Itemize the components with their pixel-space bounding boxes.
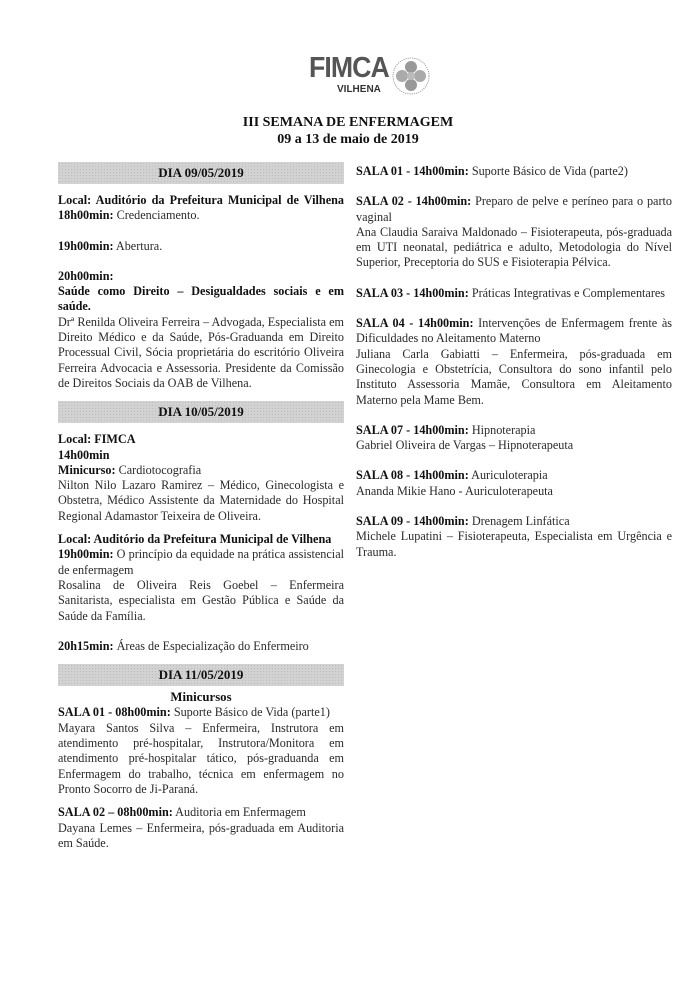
session-label: SALA 01 - 08h00min: <box>58 705 171 720</box>
session-topic: Suporte Básico de Vida (parte2) <box>468 164 628 178</box>
right-column <box>356 164 672 560</box>
talk-title: Saúde como Direito – Desigualdades sociais e em saúde. <box>58 284 344 314</box>
day-heading: DIA 11/05/2019 <box>58 664 344 686</box>
session-title <box>356 316 672 347</box>
day-heading: DIA 10/05/2019 <box>58 401 344 423</box>
logo-city: VILHENA <box>337 84 381 95</box>
document-dates: 09 a 13 de maio de 2019 <box>277 132 419 147</box>
day-heading: DIA 09/05/2019 <box>58 162 344 184</box>
session-label: SALA 07 - 14h00min: <box>356 422 469 437</box>
session-topic: Suporte Básico de Vida (parte1) <box>170 705 330 720</box>
speaker-bio: Juliana Carla Gabiatti – Enfermeira, pós-graduada em Ginecologia e Obstetrícia, Consultora do sono infantil pelo Instituto Assessoria Mamãe, Consultora em Aleitamento Materno pela Mame Bem. <box>356 346 672 407</box>
speaker-bio: Drª Renilda Oliveira Ferreira – Advogada, Especialista em Direito Médico e da Saúde, Pós-Graduanda em Direito Processual Civil, Sócia proprietária do escritório Oliveira Ferreira Advocacia e Assessoria. Presidente da Comissão de Direitos Sociais da OAB de Vilhena. <box>58 314 344 390</box>
location: Local: Auditório da Prefeitura Municipal de Vilhena <box>58 532 332 547</box>
event-text: Áreas de Especialização do Enfermeiro <box>113 638 309 653</box>
session-topic: Hipnoterapia <box>468 422 536 437</box>
speaker-bio: Ananda Mikie Hano - Auriculoterapeuta <box>356 483 553 498</box>
session-label: SALA 04 - 14h00min: <box>356 316 474 331</box>
speaker-bio: Nilton Nilo Lazaro Ramirez – Médico, Ginecologista e Obstetra, Médico Assistente da Maternidade do Hospital Regional Adamastor Teixeira de Oliveira. <box>58 478 344 523</box>
time-label: 14h00min <box>58 447 110 462</box>
speaker-bio: Dayana Lemes – Enfermeira, pós-graduada em Auditoria em Saúde. <box>58 820 344 850</box>
time-label: 20h15min: <box>58 638 114 653</box>
minicurso-text: Cardiotocografia <box>115 462 202 477</box>
session-label: SALA 03 - 14h00min: <box>356 285 469 300</box>
session-topic: Auriculoterapia <box>468 468 548 483</box>
logo-wordmark: FIMCA <box>309 52 389 84</box>
session-title <box>356 514 672 529</box>
speaker-bio: Mayara Santos Silva – Enfermeira, Instrutora em atendimento pré-hospitalar, Instrutora/Monitora em atendimento pré-hospitalar tático, pós-graduanda em Enfermagem do trabalho, técnica em enfermagem no Pronto Socorro de Ji-Paraná. <box>58 720 344 796</box>
fimca-logo <box>309 51 429 103</box>
session-label: SALA 02 – 08h00min: <box>58 805 173 820</box>
time-text: 20h00min: <box>58 268 114 283</box>
speaker-bio: Rosalina de Oliveira Reis Goebel – Enfermeira Sanitarista, especialista em Gestão Pública e Saúde da Saúde da Família. <box>58 577 344 623</box>
section-subheading: Minicursos <box>170 690 232 705</box>
minicurso-label: Minicurso: <box>58 462 116 477</box>
session-label: SALA 08 - 14h00min: <box>356 468 469 483</box>
time-label: 19h00min: <box>58 238 114 253</box>
time-label: 18h00min: <box>58 208 114 223</box>
schedule-item <box>58 208 344 223</box>
session-topic: Auditoria em Enfermagem <box>172 805 306 820</box>
session-title <box>356 164 672 179</box>
session-title <box>58 805 344 820</box>
session-title <box>58 705 344 720</box>
schedule-item <box>58 547 344 578</box>
session-topic: Drenagem Linfática <box>468 514 570 529</box>
session-title <box>356 194 672 225</box>
time-label: 19h00min: <box>58 547 114 562</box>
document-title: III SEMANA DE ENFERMAGEM <box>242 115 454 130</box>
session-label: SALA 09 - 14h00min: <box>356 514 469 529</box>
minicurso <box>58 463 344 478</box>
session-title <box>356 468 672 483</box>
event-text: Abertura. <box>113 238 163 253</box>
session-label: SALA 02 - 14h00min: <box>356 194 472 209</box>
session-topic: Práticas Integrativas e Complementares <box>468 285 666 300</box>
location: Local: FIMCA <box>58 432 136 447</box>
left-column <box>58 162 344 851</box>
session-topic: Preparo de pelve e períneo para o parto vaginal <box>356 194 672 224</box>
time-label <box>58 269 344 284</box>
session-label: SALA 01 - 14h00min: <box>356 164 469 178</box>
schedule-item <box>58 639 344 654</box>
location-text: Local: Auditório da Prefeitura Municipal de Vilhena <box>58 193 344 207</box>
location <box>58 193 344 208</box>
speaker-bio: Michele Lupatini – Fisioterapeuta, Especialista em Urgência e Trauma. <box>356 529 672 559</box>
session-title <box>356 286 672 301</box>
session-title <box>356 423 672 438</box>
event-text: Credenciamento. <box>113 208 200 223</box>
speaker-bio: Gabriel Oliveira de Vargas – Hipnoterapeuta <box>356 438 574 453</box>
event-text: O princípio da equidade na prática assistencial de enfermagem <box>58 547 344 577</box>
speaker-bio: Ana Claudia Saraiva Maldonado – Fisioterapeuta, pós-graduada em UTI neonatal, pediátrica e adulto, Metodologia do Nível Superior, Preceptoria do SUS e Fisioterapia Pélvica. <box>356 224 672 270</box>
seal-icon <box>391 53 431 99</box>
schedule-item <box>58 239 344 254</box>
session-topic: Intervenções de Enfermagem frente às Dificuldades no Aleitamento Materno <box>356 316 672 346</box>
